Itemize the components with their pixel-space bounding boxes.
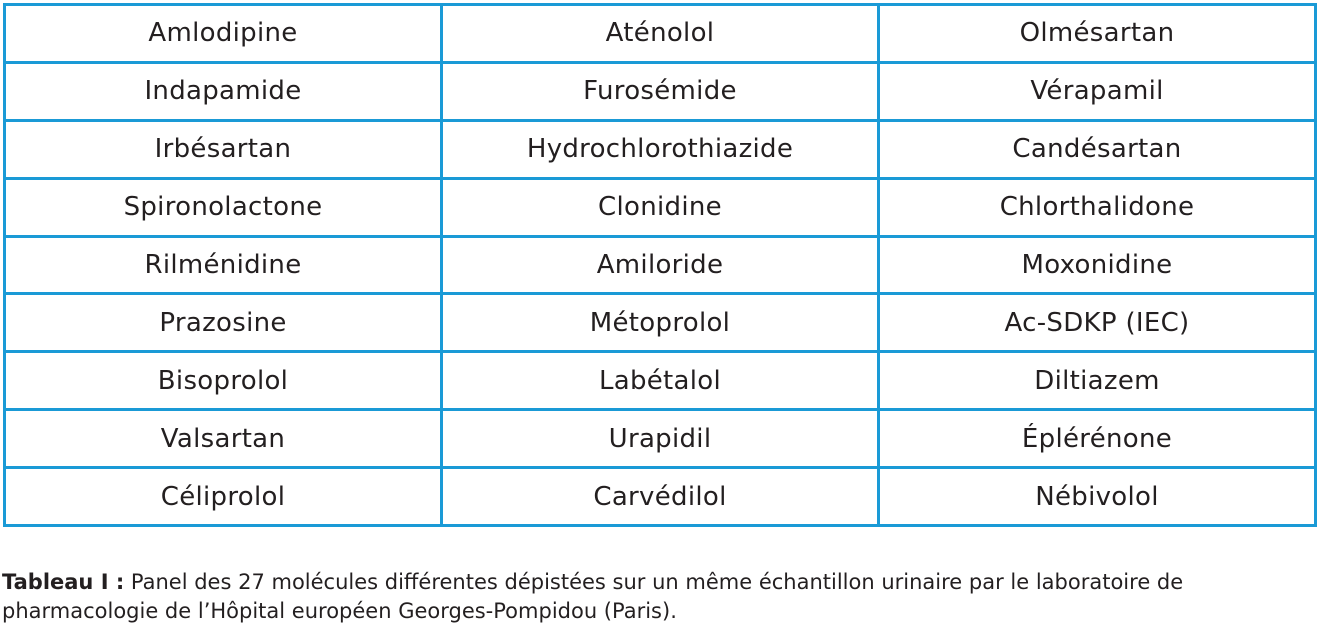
table-cell: Éplérénone: [879, 410, 1316, 468]
table-row: [5, 120, 1316, 178]
table-cell: Indapamide: [5, 62, 442, 120]
table-cell: Hydrochlorothiazide: [442, 120, 879, 178]
table-row: [5, 236, 1316, 294]
table-cell: Diltiazem: [879, 352, 1316, 410]
table-caption: [2, 568, 1318, 626]
table-cell: Amlodipine: [5, 5, 442, 63]
drug-panel-table-container: [3, 3, 1317, 527]
table-cell: Amiloride: [442, 236, 879, 294]
table-cell: Labétalol: [442, 352, 879, 410]
table-cell: Olmésartan: [879, 5, 1316, 63]
table-cell: Moxonidine: [879, 236, 1316, 294]
table-cell: Métoprolol: [442, 294, 879, 352]
table-row: [5, 410, 1316, 468]
table-cell: Vérapamil: [879, 62, 1316, 120]
table-cell: Spironolactone: [5, 178, 442, 236]
table-cell: Candésartan: [879, 120, 1316, 178]
table-cell: Rilménidine: [5, 236, 442, 294]
table-cell: Ac-SDKP (IEC): [879, 294, 1316, 352]
table-cell: Aténolol: [442, 5, 879, 63]
table-row: [5, 5, 1316, 63]
table-row: [5, 294, 1316, 352]
table-cell: Carvédilol: [442, 468, 879, 526]
table-cell: Urapidil: [442, 410, 879, 468]
table-row: [5, 62, 1316, 120]
caption-label: Tableau I :: [2, 570, 125, 594]
table-cell: Prazosine: [5, 294, 442, 352]
drug-panel-table: [3, 3, 1317, 527]
table-cell: Chlorthalidone: [879, 178, 1316, 236]
table-row: [5, 178, 1316, 236]
table-cell: Clonidine: [442, 178, 879, 236]
table-row: [5, 352, 1316, 410]
table-cell: Céliprolol: [5, 468, 442, 526]
table-cell: Valsartan: [5, 410, 442, 468]
table-row: [5, 468, 1316, 526]
table-cell: Bisoprolol: [5, 352, 442, 410]
caption-text: Panel des 27 molécules différentes dépistées sur un même échantillon urinaire par le laboratoire de pharmacologie de l’Hôpital européen Georges-Pompidou (Paris).: [2, 570, 1184, 623]
table-cell: Nébivolol: [879, 468, 1316, 526]
table-cell: Furosémide: [442, 62, 879, 120]
table-cell: Irbésartan: [5, 120, 442, 178]
